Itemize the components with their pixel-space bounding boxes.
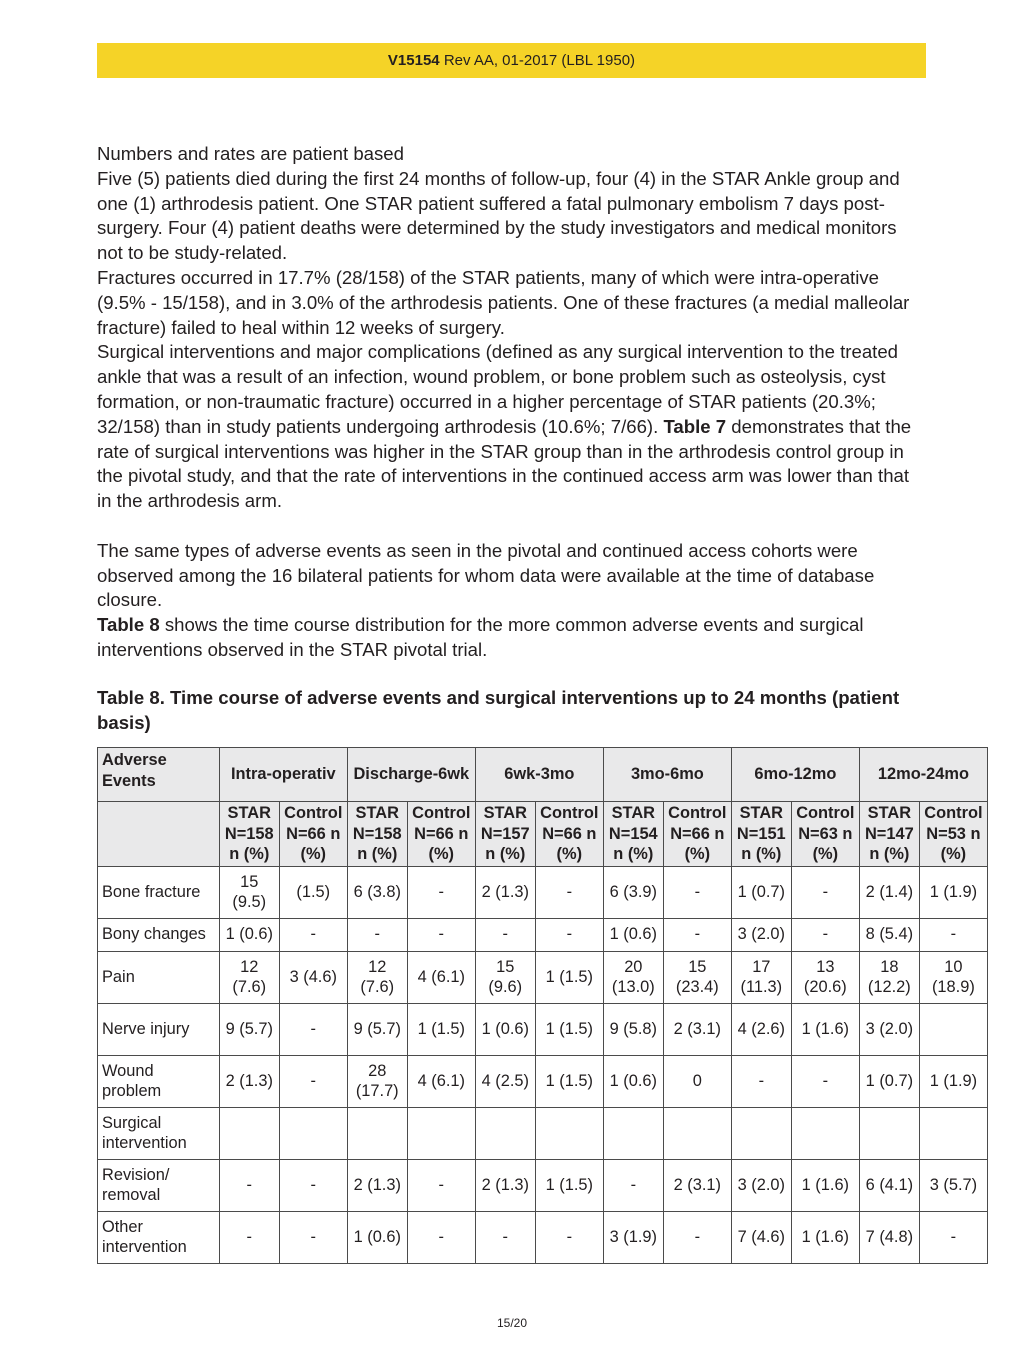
table-cell — [603, 1107, 663, 1159]
table-cell: 10 (18.9) — [919, 951, 987, 1003]
paragraph-fractures: Fractures occurred in 17.7% (28/158) of the STAR patients, many of which were intra-operative (9.5% - 15/158), and in 3.0% of the arthrodesis patients. One of these fractures (a medial malleolar fracture) failed to heal within 12 weeks of surgery. — [97, 266, 910, 338]
table-cell: 3 (2.0) — [859, 1003, 919, 1055]
period-header: 3mo-6mo — [603, 748, 731, 802]
table-cell: 28 (17.7) — [347, 1055, 407, 1107]
table-cell: - — [535, 918, 603, 951]
group-subheader: STAR N=158 n (%) — [347, 802, 407, 867]
group-subheader: Control N=66 n (%) — [663, 802, 731, 867]
table-cell: 1 (0.6) — [603, 918, 663, 951]
paragraph-basis: Numbers and rates are patient based — [97, 143, 404, 164]
group-subheader: Control N=66 n (%) — [279, 802, 347, 867]
table-cell: 9 (5.7) — [219, 1003, 279, 1055]
table-cell: - — [475, 1211, 535, 1263]
document-header-bar — [97, 43, 926, 78]
table-row — [98, 1159, 988, 1211]
table-cell: - — [535, 866, 603, 918]
group-subheader: Control N=66 n (%) — [535, 802, 603, 867]
table-cell: - — [407, 918, 475, 951]
document-id: V15154 — [387, 52, 440, 69]
table-cell: - — [919, 1211, 987, 1263]
table-cell: - — [731, 1055, 791, 1107]
table-cell: - — [219, 1211, 279, 1263]
table-cell: 3 (2.0) — [731, 918, 791, 951]
row-label: Other intervention — [98, 1211, 220, 1263]
table-row — [98, 866, 988, 918]
period-header: Discharge-6wk — [347, 748, 475, 802]
row-label: Wound problem — [98, 1055, 220, 1107]
table-cell: 1 (0.6) — [475, 1003, 535, 1055]
table-cell: 17 (11.3) — [731, 951, 791, 1003]
group-subheader: STAR N=158 n (%) — [219, 802, 279, 867]
table-cell: 2 (1.3) — [347, 1159, 407, 1211]
table-cell: 1 (1.5) — [535, 1159, 603, 1211]
table-cell — [407, 1107, 475, 1159]
table-row — [98, 1107, 988, 1159]
table-cell: - — [475, 918, 535, 951]
table-7-reference: Table 7 — [663, 415, 727, 437]
row-label: Nerve injury — [98, 1003, 220, 1055]
group-subheader: Control N=66 n (%) — [407, 802, 475, 867]
table-cell: 12 (7.6) — [347, 951, 407, 1003]
adverse-events-table — [97, 747, 988, 1264]
table-cell: 3 (4.6) — [279, 951, 347, 1003]
table-cell: 3 (5.7) — [919, 1159, 987, 1211]
table-cell: 4 (2.6) — [731, 1003, 791, 1055]
table-row — [98, 1211, 988, 1263]
table-cell: - — [219, 1159, 279, 1211]
period-header: 6mo-12mo — [731, 748, 859, 802]
table-cell: 2 (1.3) — [475, 866, 535, 918]
table-cell — [859, 1107, 919, 1159]
table-cell — [919, 1107, 987, 1159]
table-cell: 15 (9.6) — [475, 951, 535, 1003]
table-cell: 4 (6.1) — [407, 951, 475, 1003]
table-cell — [663, 1107, 731, 1159]
group-subheader: STAR N=157 n (%) — [475, 802, 535, 867]
table-cell: - — [279, 1211, 347, 1263]
table-cell: 3 (2.0) — [731, 1159, 791, 1211]
table-cell: 4 (2.5) — [475, 1055, 535, 1107]
table-cell — [279, 1107, 347, 1159]
period-header: Intra-operativ — [219, 748, 347, 802]
row-label: Bony changes — [98, 918, 220, 951]
table-8-reference: Table 8 — [97, 614, 160, 636]
table-cell: 1 (0.6) — [219, 918, 279, 951]
table-cell: - — [407, 1159, 475, 1211]
table-cell: 13 (20.6) — [791, 951, 859, 1003]
paragraph-interventions — [97, 340, 927, 514]
table-cell: 1 (0.7) — [731, 866, 791, 918]
table-cell: 1 (1.5) — [535, 1055, 603, 1107]
table-cell: 1 (1.6) — [791, 1159, 859, 1211]
table-cell: 6 (3.9) — [603, 866, 663, 918]
table-cell — [535, 1107, 603, 1159]
table-cell — [791, 1107, 859, 1159]
table-cell: (1.5) — [279, 866, 347, 918]
table-cell: 9 (5.8) — [603, 1003, 663, 1055]
table-cell: 1 (1.5) — [535, 1003, 603, 1055]
table-cell: 8 (5.4) — [859, 918, 919, 951]
table-cell: - — [663, 866, 731, 918]
table-cell: - — [279, 1159, 347, 1211]
table-cell: 1 (0.7) — [859, 1055, 919, 1107]
table-cell: - — [279, 1055, 347, 1107]
table-cell: - — [279, 918, 347, 951]
table-cell: 1 (0.6) — [347, 1211, 407, 1263]
table-cell: 1 (1.6) — [791, 1003, 859, 1055]
table-cell: 1 (1.6) — [791, 1211, 859, 1263]
table-cell: 2 (3.1) — [663, 1159, 731, 1211]
table-cell: 1 (1.5) — [407, 1003, 475, 1055]
table-cell: - — [603, 1159, 663, 1211]
column-header-adverse-events: Adverse Events — [98, 748, 220, 802]
table-cell — [731, 1107, 791, 1159]
table-cell: 15 (23.4) — [663, 951, 731, 1003]
table-cell: - — [407, 1211, 475, 1263]
table-cell: 6 (3.8) — [347, 866, 407, 918]
paragraph-bilateral: The same types of adverse events as seen in the pivotal and continued access cohorts were observed among the 16 bilateral patients for whom data were available at the time of database closure. — [97, 539, 875, 611]
paragraph-table8-intro-text: shows the time course distribution for the more common adverse events and surgical interventions observed in the STAR pivotal trial. — [97, 614, 864, 660]
table-cell — [475, 1107, 535, 1159]
table-row — [98, 1055, 988, 1107]
table-cell: 15 (9.5) — [219, 866, 279, 918]
table-cell: 2 (3.1) — [663, 1003, 731, 1055]
row-label: Surgical intervention — [98, 1107, 220, 1159]
table-cell: - — [791, 866, 859, 918]
paragraph-table8-intro — [97, 613, 927, 663]
period-header: 12mo-24mo — [859, 748, 987, 802]
table-cell: - — [791, 918, 859, 951]
table-cell: 1 (1.9) — [919, 1055, 987, 1107]
row-label: Bone fracture — [98, 866, 220, 918]
table-cell: 0 — [663, 1055, 731, 1107]
table-cell: 6 (4.1) — [859, 1159, 919, 1211]
table-cell: - — [535, 1211, 603, 1263]
table-cell: 20 (13.0) — [603, 951, 663, 1003]
group-subheader: STAR N=154 n (%) — [603, 802, 663, 867]
table-cell: 2 (1.4) — [859, 866, 919, 918]
table-cell: - — [663, 1211, 731, 1263]
body-text — [97, 142, 927, 663]
table-cell: - — [407, 866, 475, 918]
group-subheader: STAR N=151 n (%) — [731, 802, 791, 867]
table-cell: 1 (1.9) — [919, 866, 987, 918]
table-cell: 18 (12.2) — [859, 951, 919, 1003]
group-subheader: STAR N=147 n (%) — [859, 802, 919, 867]
group-subheader: Control N=63 n (%) — [791, 802, 859, 867]
empty-header-cell — [98, 802, 220, 867]
table-caption: Table 8. Time course of adverse events and surgical interventions up to 24 months (patient basis) — [97, 687, 900, 733]
table-cell: 7 (4.6) — [731, 1211, 791, 1263]
table-cell: 2 (1.3) — [475, 1159, 535, 1211]
table-cell — [919, 1003, 987, 1055]
paragraph-deaths: Five (5) patients died during the first 24 months of follow-up, four (4) in the STAR Ankle group and one (1) arthrodesis patient. One STAR patient suffered a fatal pulmonary embolism 7 days post-surgery. Four (4) patient deaths were determined by the study investigators and medical monitors not to be study-related. — [97, 167, 900, 264]
table-cell — [219, 1107, 279, 1159]
document-revision: Rev AA, 01-2017 (LBL 1950) — [443, 52, 636, 69]
table-cell: - — [347, 918, 407, 951]
paragraph-interventions-text-a: Surgical interventions and major complications (defined as any surgical intervention to the treated ankle that was a result of an infection, wound problem, or bone problem such as osteolysis, cyst formation, or non-traumatic fracture) occurred in a higher percentage of STAR patients (20.3%; 32/158) than in study patients undergoing arthrodesis (10.6%; 7/66). — [97, 341, 899, 437]
group-subheader: Control N=53 n (%) — [919, 802, 987, 867]
table-cell — [347, 1107, 407, 1159]
table-cell: 1 (1.5) — [535, 951, 603, 1003]
table-row — [98, 918, 988, 951]
table-row — [98, 951, 988, 1003]
table-cell: 3 (1.9) — [603, 1211, 663, 1263]
row-label: Pain — [98, 951, 220, 1003]
paragraph-interventions-text-b: demonstrates that the rate of surgical interventions was higher in the STAR group than in the arthrodesis control group in the pivotal study, and that the rate of interventions in the continued access arm was lower than that in the arthrodesis arm. — [97, 415, 912, 512]
table-cell: 1 (0.6) — [603, 1055, 663, 1107]
table-cell: 4 (6.1) — [407, 1055, 475, 1107]
table-cell: 2 (1.3) — [219, 1055, 279, 1107]
table-cell: 12 (7.6) — [219, 951, 279, 1003]
row-label: Revision/ removal — [98, 1159, 220, 1211]
table-cell: - — [279, 1003, 347, 1055]
table-cell: - — [919, 918, 987, 951]
period-header: 6wk-3mo — [475, 748, 603, 802]
table-cell: - — [791, 1055, 859, 1107]
table-cell: 9 (5.7) — [347, 1003, 407, 1055]
table-cell: 7 (4.8) — [859, 1211, 919, 1263]
table-cell: - — [663, 918, 731, 951]
page-number: 15/20 — [496, 1316, 528, 1330]
table-row — [98, 1003, 988, 1055]
